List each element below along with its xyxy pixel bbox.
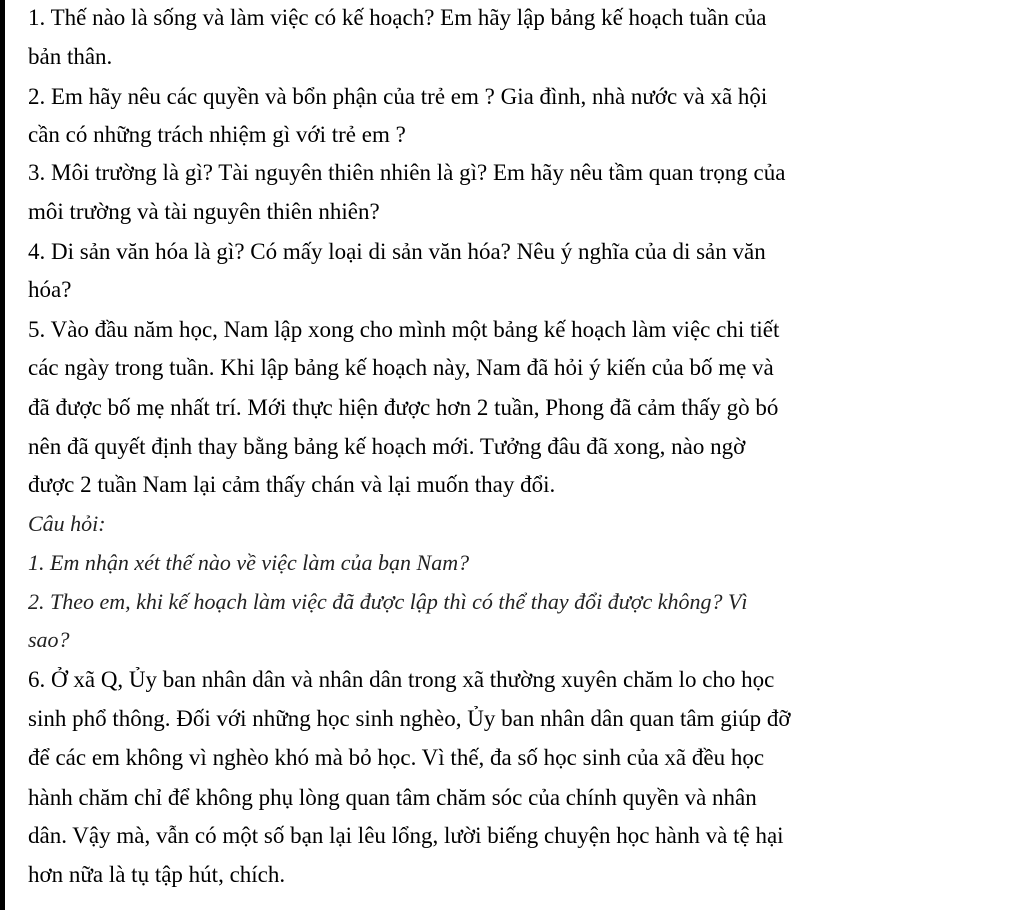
line-q6c: để các em không vì nghèo khó mà bỏ học. Vì thế, đa số học sinh của xã đều học [28, 745, 765, 770]
line-q6a: 6. Ở xã Q, Ủy ban nhân dân và nhân dân trong xã thường xuyên chăm lo cho học [28, 667, 775, 692]
line-q3a: 3. Môi trường là gì? Tài nguyên thiên nhiên là gì? Em hãy nêu tầm quan trọng của [28, 160, 786, 185]
line-q2a: 2. Em hãy nêu các quyền và bổn phận của trẻ em ? Gia đình, nhà nước và xã hội [28, 84, 768, 109]
line-q1a: 1. Thế nào là sống và làm việc có kế hoạch? Em hãy lập bảng kế hoạch tuần của [28, 5, 767, 30]
line-question-2b: sao? [28, 627, 70, 652]
line-question-2a: 2. Theo em, khi kế hoạch làm việc đã được lập thì có thể thay đổi được không? Vì [28, 589, 748, 614]
left-border [0, 0, 5, 910]
line-q5a: 5. Vào đầu năm học, Nam lập xong cho mình một bảng kế hoạch làm việc chi tiết [28, 317, 780, 342]
line-q6b: sinh phổ thông. Đối với những học sinh nghèo, Ủy ban nhân dân quan tâm giúp đỡ [28, 706, 791, 731]
line-q5c: đã được bố mẹ nhất trí. Mới thực hiện được hơn 2 tuần, Phong đã cảm thấy gò bó [28, 395, 779, 420]
line-q5b: các ngày trong tuần. Khi lập bảng kế hoạch này, Nam đã hỏi ý kiến của bố mẹ và [28, 355, 774, 380]
line-q5d: nên đã quyết định thay bằng bảng kế hoạch mới. Tưởng đâu đã xong, nào ngờ [28, 434, 746, 459]
line-q3b: môi trường và tài nguyên thiên nhiên? [28, 199, 380, 224]
line-q6e: dân. Vậy mà, vẫn có một số bạn lại lêu lổng, lười biếng chuyện học hành và tệ hại [28, 823, 784, 848]
line-questions-heading: Câu hỏi: [28, 511, 106, 536]
line-q1b: bản thân. [28, 44, 113, 69]
line-question-1: 1. Em nhận xét thế nào về việc làm của bạn Nam? [28, 550, 470, 575]
line-q5e: được 2 tuần Nam lại cảm thấy chán và lại muốn thay đổi. [28, 472, 556, 497]
line-q2b: cần có những trách nhiệm gì với trẻ em ? [28, 122, 406, 147]
line-q6f: hơn nữa là tụ tập hút, chích. [28, 862, 286, 887]
line-q4b: hóa? [28, 277, 72, 302]
line-q4a: 4. Di sản văn hóa là gì? Có mấy loại di sản văn hóa? Nêu ý nghĩa của di sản văn [28, 239, 766, 264]
line-q6d: hành chăm chỉ để không phụ lòng quan tâm chăm sóc của chính quyền và nhân [28, 785, 757, 810]
